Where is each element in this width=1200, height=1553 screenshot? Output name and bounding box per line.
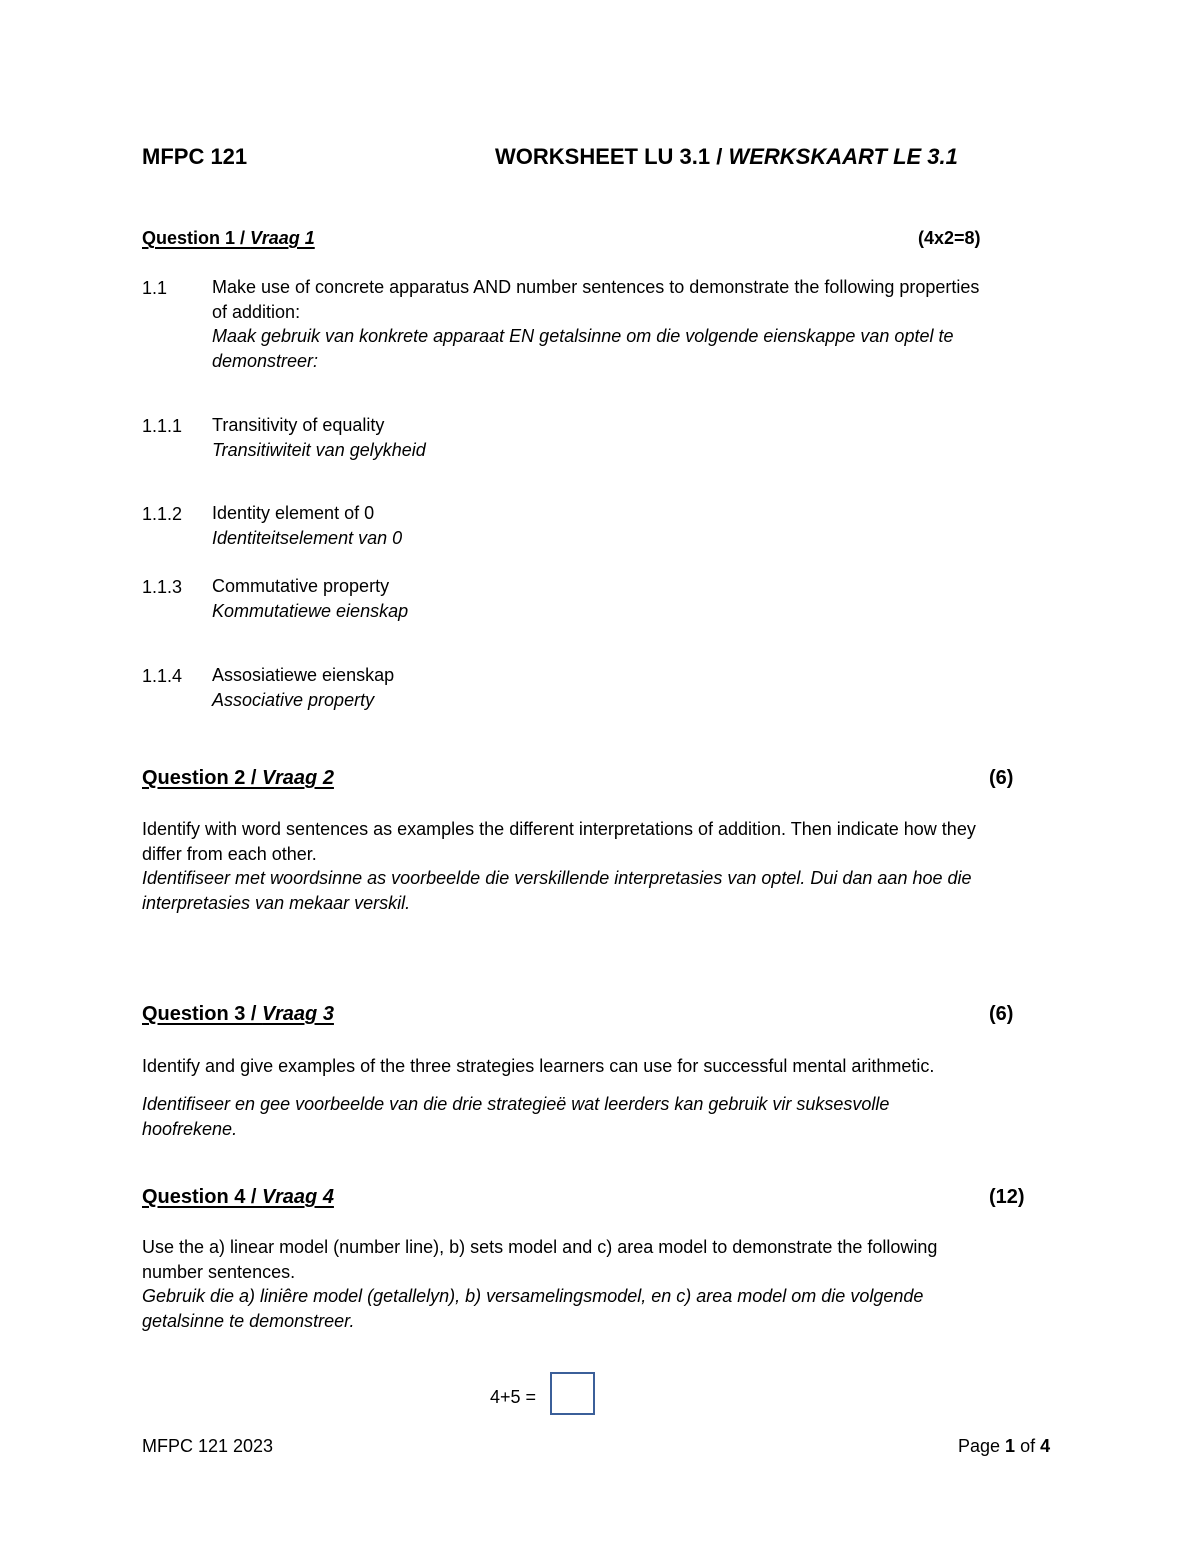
question-2-text-af-1: Identifiseer met woordsinne as voorbeelde die verskillende interpretasies van optel. Dui dan aan hoe die (142, 868, 972, 888)
question-2-label-af: Vraag 2 (262, 767, 334, 789)
subitem-en: Identity element of 0 (212, 503, 375, 523)
question-4-text (142, 1235, 1102, 1333)
question-3-text-en: Identify and give examples of the three strategies learners can use for successful mental arithmetic. (142, 1056, 935, 1076)
subitem-en: Commutative property (212, 576, 390, 596)
question-2-text-en-2: differ from each other. (142, 843, 317, 864)
item-1-1-number: 1.1 (142, 278, 168, 298)
question-4-heading (142, 1187, 334, 1207)
answer-box[interactable] (550, 1372, 595, 1415)
question-4-text-af-1: Gebruik die a) liniêre model (getallelyn), b) versamelingsmodel, en c) area model om die volgende (142, 1286, 924, 1306)
subitem-number: 1.1.1 (142, 416, 183, 436)
question-3-text-af-2: hoofrekene. (142, 1118, 238, 1139)
question-3-text-af (142, 1092, 1102, 1141)
subitem-text (212, 413, 426, 462)
question-2-text-af-2: interpretasies van mekaar verskil. (142, 892, 411, 913)
page-total: 4 (1040, 1436, 1051, 1456)
question-4-text-en-1: Use the a) linear model (number line), b) sets model and c) area model to demonstrate the following (142, 1237, 938, 1257)
question-4-label-af: Vraag 4 (262, 1186, 334, 1208)
subitem-af: Associative property (212, 689, 375, 710)
question-4-label-en: Question 4 / (142, 1186, 263, 1208)
course-code: MFPC 121 (142, 144, 248, 169)
subitem-text (212, 574, 408, 623)
subitem-en: Assosiatiewe eienskap (212, 665, 395, 685)
question-2-marks: (6) (989, 767, 1014, 789)
page-prefix: Page (958, 1436, 1006, 1456)
question-1-label-af: Vraag 1 (250, 228, 315, 248)
equation: 4+5 = (490, 1387, 537, 1407)
question-3-heading (142, 1004, 334, 1024)
subitem-number: 1.1.4 (142, 666, 183, 686)
question-4-text-af-2: getalsinne te demonstreer. (142, 1310, 355, 1331)
question-2-label-en: Question 2 / (142, 767, 263, 789)
subitem-en: Transitivity of equality (212, 415, 385, 435)
item-1-1-text-en-1: Make use of concrete apparatus AND number sentences to demonstrate the following properties (212, 277, 980, 297)
question-1-heading (142, 229, 315, 247)
page-current: 1 (1005, 1436, 1016, 1456)
question-4-text-en-2: number sentences. (142, 1261, 296, 1282)
subitem-af: Transitiwiteit van gelykheid (212, 439, 426, 460)
question-3-label-en: Question 3 / (142, 1003, 263, 1025)
worksheet-title (495, 146, 958, 168)
item-1-1-text-af-1: Maak gebruik van konkrete apparaat EN getalsinne om die volgende eienskappe van optel te (212, 326, 954, 346)
subitem-text (212, 663, 394, 712)
page-number (958, 1437, 1050, 1455)
item-1-1-text-af-2: demonstreer: (212, 350, 319, 371)
worksheet-title-en: WORKSHEET LU 3.1 / (495, 144, 729, 169)
question-3-label-af: Vraag 3 (262, 1003, 334, 1025)
subitem-af: Kommutatiewe eienskap (212, 600, 409, 621)
subitem-af: Identiteitselement van 0 (212, 527, 403, 548)
question-2-text (142, 817, 1102, 915)
question-4-marks: (12) (989, 1186, 1025, 1208)
question-3-text-af-1: Identifiseer en gee voorbeelde van die drie strategieë wat leerders kan gebruik vir suksesvolle (142, 1094, 890, 1114)
footer-course: MFPC 121 2023 (142, 1436, 274, 1456)
question-1-marks: (4x2=8) (918, 228, 981, 248)
page-mid: of (1015, 1436, 1041, 1456)
item-1-1-text (212, 275, 1112, 373)
item-1-1-text-en-2: of addition: (212, 301, 301, 322)
question-1-label-en: Question 1 / (142, 228, 251, 248)
subitem-number: 1.1.2 (142, 504, 183, 524)
question-3-marks: (6) (989, 1003, 1014, 1025)
question-2-heading (142, 768, 334, 788)
worksheet-title-af: WERKSKAART LE 3.1 (728, 144, 958, 169)
subitem-text (212, 501, 402, 550)
subitem-number: 1.1.3 (142, 577, 183, 597)
question-2-text-en-1: Identify with word sentences as examples the different interpretations of addition. Then indicate how they (142, 819, 976, 839)
